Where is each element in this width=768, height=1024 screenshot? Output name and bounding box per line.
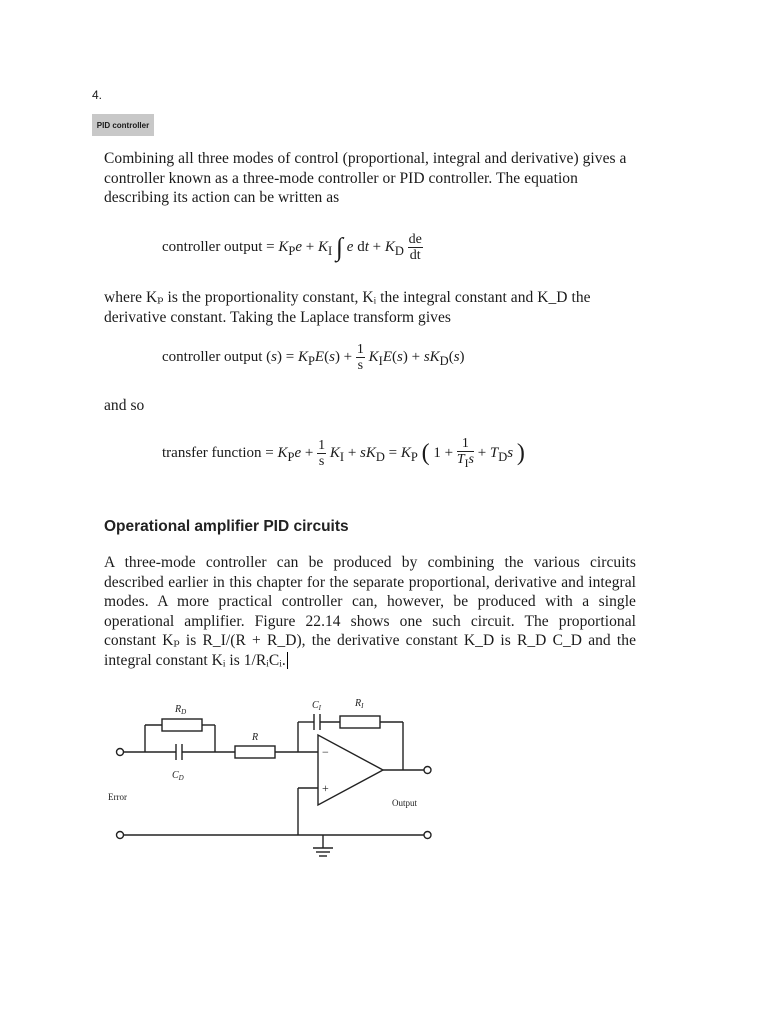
resistor-r xyxy=(235,746,275,758)
label-plus: + xyxy=(322,781,329,795)
equation2-fraction xyxy=(356,342,365,373)
equation1-fraction xyxy=(408,232,423,263)
equation2-text-a: controller output $(s) = K_PE(s)$ + xyxy=(162,348,353,368)
equation3-frac2-num: 1 xyxy=(457,436,474,452)
resistor-rd xyxy=(162,719,202,731)
output-terminal xyxy=(424,767,431,774)
label-r: R xyxy=(252,732,259,743)
equation3-text-c: + $T_Ds$ ) xyxy=(477,439,525,466)
equation2-text-b: $K_IE(s) + sK_D(s)$ xyxy=(368,348,465,368)
label-ri: $R_I$ xyxy=(355,698,364,710)
output-ground-terminal xyxy=(424,832,431,839)
error-ground-terminal xyxy=(117,832,124,839)
equation3-frac2-den: $T_Is$ xyxy=(456,452,474,470)
equation2-frac-den: s xyxy=(357,358,364,373)
equation2-frac-num: 1 xyxy=(356,342,364,357)
label-minus: − xyxy=(322,745,329,759)
where-paragraph: where Kₚ is the proportionality constant, Kᵢ the integral constant and K_D the derivative constant. Taking the Laplace transform gives xyxy=(104,289,591,326)
equation1-frac-num: de xyxy=(408,232,422,247)
equation-transfer-function xyxy=(162,436,525,471)
equation-laplace xyxy=(162,342,465,373)
and-so-text: and so xyxy=(104,397,145,414)
resistor-ri xyxy=(340,716,380,728)
pid-circuit-diagram xyxy=(100,690,460,865)
equation3-fraction-1 xyxy=(317,438,326,469)
equation3-fraction-2 xyxy=(457,436,474,471)
intro-paragraph: Combining all three modes of control (proportional, integral and derivative) gives a controller known as a three-mode controller or PID controller. The equation describing its action can be written as xyxy=(104,150,627,206)
label-error: Error xyxy=(108,792,127,802)
body-paragraph xyxy=(104,553,636,670)
equation3-text-a: transfer function = $K_Pe$ + xyxy=(162,444,314,464)
text-cursor xyxy=(287,652,288,669)
section-heading: Operational amplifier PID circuits xyxy=(104,518,349,535)
body-paragraph-text: A three-mode controller can be produced by combining the various circuits described earlier in this chapter for the separate proportional, derivative and integral modes. A more practical controller can, however, be produced with a single operational amplifier. Figure 22.14 shows one such circuit. The proportional constant Kₚ is R_I/(R + R_D), the derivative constant K_D is R_D C_D and the integral constant Kᵢ is 1/RᵢCᵢ. xyxy=(104,554,636,669)
equation1-text: controller output = $K_Pe + K_I$ ∫ e dt + $K_D$ xyxy=(162,232,404,262)
label-ci: $C_I$ xyxy=(312,700,322,712)
equation-controller-output xyxy=(162,232,423,263)
section-tag: PID controller xyxy=(92,114,154,136)
equation3-frac1-num: 1 xyxy=(318,437,326,453)
error-input-terminal xyxy=(117,749,124,756)
label-output: Output xyxy=(392,798,418,808)
question-number: 4. xyxy=(92,88,103,102)
equation3-frac1-den: s xyxy=(318,453,325,469)
equation1-frac-den: dt xyxy=(409,248,421,263)
equation3-text-b: $K_I + sK_D = K_P$ ( 1 + xyxy=(329,439,454,466)
label-cd: $C_D$ xyxy=(172,770,184,782)
label-rd: $R_D$ xyxy=(175,704,187,716)
